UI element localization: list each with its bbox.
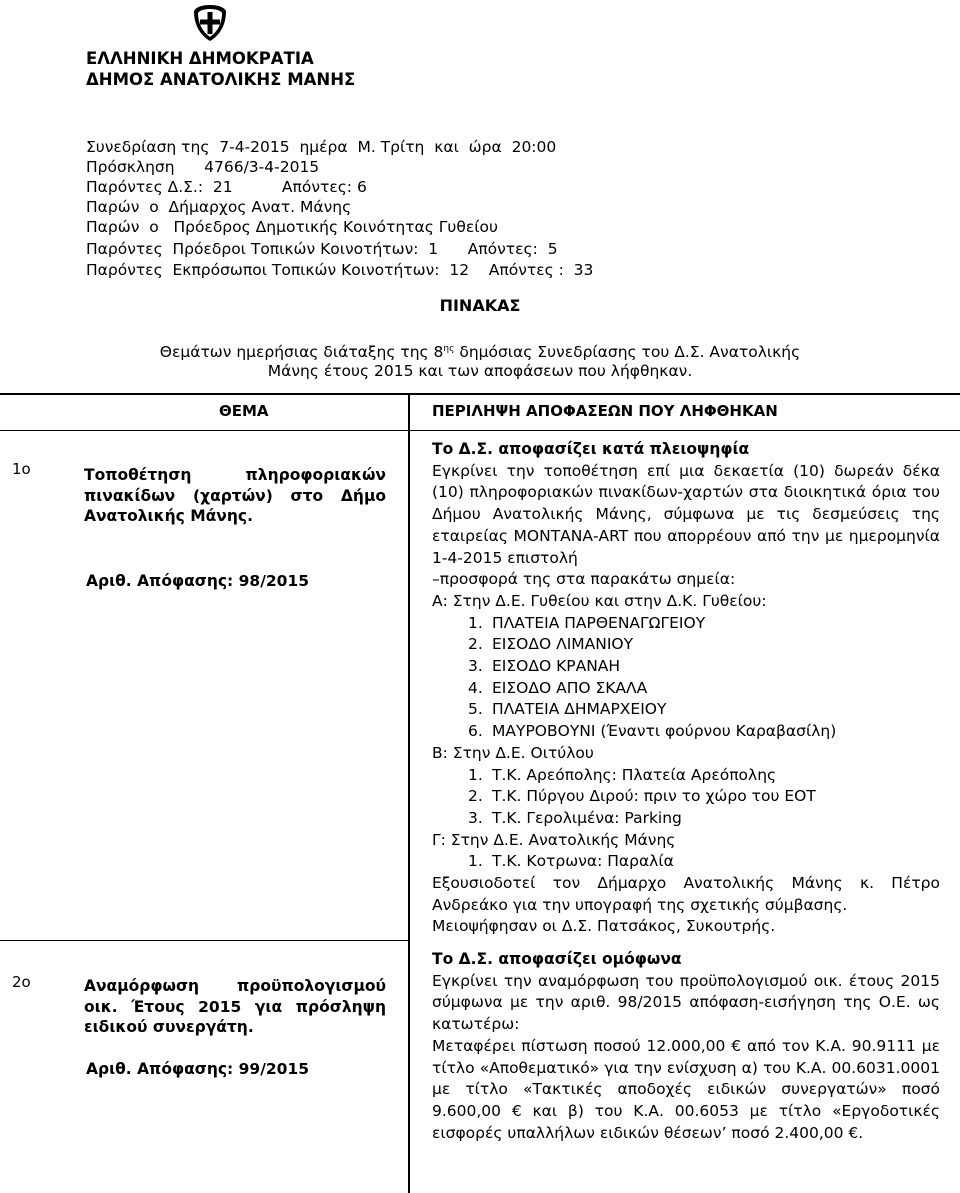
list-item: 2. Τ.Κ. Πύργου Διρού: πριν το χώρο του ΕΟΤ	[468, 787, 816, 806]
location-group: Α: Στην Δ.Ε. Γυθείου και στην Δ.Κ. Γυθείου:	[432, 591, 767, 610]
list-item: 6. ΜΑΥΡΟΒΟΥΝΙ (Έναντι φούρνου Καραβασίλη)	[468, 722, 837, 741]
session-line: Πρόσκληση 4766/3-4-2015	[86, 158, 320, 176]
location-group: Β: Στην Δ.Ε. Οιτύλου	[432, 743, 594, 762]
topic-text: Τοποθέτηση πληροφοριακών πινακίδων (χαρτών) στο Δήμο Ανατολικής Μάνης.	[84, 466, 386, 525]
document-title: ΠΙΝΑΚΑΣ	[439, 296, 521, 315]
intro-text: Θεμάτων ημερήσιας διάταξης της 8	[159, 343, 444, 362]
decision-lead: Το Δ.Σ. αποφασίζει ομόφωνα	[432, 950, 682, 968]
minority-text: Μειοψήφησαν οι Δ.Σ. Πατσάκος, Συκουτρής.	[432, 917, 776, 936]
list-item: 4. ΕΙΣΟΔΟ ΑΠΟ ΣΚΑΛΑ	[468, 678, 648, 697]
row-number: 2ο	[12, 973, 31, 991]
session-line: Παρών ο Δήμαρχος Ανατ. Μάνης	[86, 198, 352, 216]
list-item: 1. Τ.Κ. Αρεόπολης: Πλατεία Αρεόπολης	[468, 765, 777, 784]
state-name: ΕΛΛΗΝΙΚΗ ΔΗΜΟΚΡΑΤΙΑ	[86, 49, 314, 68]
row-number: 1ο	[12, 460, 31, 478]
session-line: Συνεδρίαση της 7-4-2015 ημέρα Μ. Τρίτη και ώρα 20:00	[86, 138, 557, 156]
list-item: 1. ΠΛΑΤΕΙΑ ΠΑΡΘΕΝΑΓΩΓΕΙΟΥ	[468, 613, 706, 632]
row-rule	[0, 940, 408, 941]
municipality-name: ΔΗΜΟΣ ΑΝΑΤΟΛΙΚΗΣ ΜΑΝΗΣ	[86, 70, 356, 89]
session-line: Παρόντες Πρόεδροι Τοπικών Κοινοτήτων: 1 Απόντες: 5	[86, 240, 558, 258]
location-group: Γ: Στην Δ.Ε. Ανατολικής Μάνης	[432, 830, 676, 849]
session-line: Παρόντες Εκπρόσωποι Τοπικών Κοινοτήτων: 12 Απόντες : 33	[86, 261, 594, 279]
header-rule	[0, 430, 960, 431]
decision-text: Εγκρίνει την αναμόρφωση του προϋπολογισμού οικ. έτους 2015 σύμφωνα με την αριθ. 98/2015 απόφαση-εισήγηση της Ο.Ε. ως κατωτέρω:	[432, 971, 940, 1034]
column-header-summary: ΠΕΡΙΛΗΨΗ ΑΠΟΦΑΣΕΩΝ ΠΟΥ ΛΗΦΘΗΚΑΝ	[432, 402, 778, 420]
session-line: Παρών ο Πρόεδρος Δημοτικής Κοινότητας Γυθείου	[86, 218, 498, 236]
decision-summary-1	[432, 439, 940, 938]
list-item: 3. ΕΙΣΟΔΟ ΚΡΑΝΑΗ	[468, 657, 621, 676]
decision-number: Αριθ. Απόφασης: 98/2015	[86, 572, 310, 590]
intro-line-1	[0, 339, 960, 363]
table-top-rule	[0, 393, 960, 395]
decision-text: –προσφορά της στα παρακάτω σημεία:	[432, 570, 736, 589]
greek-coat-of-arms-icon	[190, 3, 230, 43]
topic-text: Αναμόρφωση προϋπολογισμού οικ. Έτους 2015 για πρόσληψη ειδικού συνεργάτη.	[84, 977, 386, 1036]
session-line: Παρόντες Δ.Σ.: 21 Απόντες: 6	[86, 178, 367, 196]
decision-summary-2	[432, 949, 940, 1144]
intro-line-2: Μάνης έτους 2015 και των αποφάσεων που λήφθηκαν.	[267, 362, 693, 380]
column-header-topic: ΘΕΜΑ	[219, 402, 269, 420]
ordinal-suffix: ης	[443, 344, 455, 354]
intro-text: δημόσιας Συνεδρίασης του Δ.Σ. Ανατολικής	[454, 343, 801, 362]
list-item: 5. ΠΛΑΤΕΙΑ ΔΗΜΑΡΧΕΙΟΥ	[468, 700, 667, 719]
decision-text: Εγκρίνει την τοποθέτηση επί μια δεκαετία (10) δωρεάν δέκα (10) πληροφοριακών πινακίδων-χαρτών στα διοικητικά όρια του Δήμου Ανατολικής Μάνης, σύμφωνα με τις δεσμεύσεις της εταιρείας ΜΟΝΤΑΝΑ-ΑRT που απορρέουν από την με ημερομηνία 1-4-2015 επιστολή	[432, 461, 940, 567]
decision-lead: Το Δ.Σ. αποφασίζει κατά πλειοψηφία	[432, 440, 750, 458]
decision-text: Μεταφέρει πίστωση ποσού 12.000,00 € από τον Κ.Α. 90.9111 με τίτλο «Αποθεματικό» για την ενίσχυση α) του Κ.Α. 00.6031.0001 με τίτλο «Τακτικές αποδοχές ειδικών συνεργατών» ποσό 9.600,00 € και β) του Κ.Α. 00.6053 με τίτλο «Εργοδοτικές εισφορές υπαλλήλων ειδικών θέσεων’ ποσό 2.400,00 €.	[432, 1036, 940, 1142]
list-item: 1. Τ.Κ. Κοτρωνα: Παραλία	[468, 852, 674, 871]
list-item: 2. ΕΙΣΟΔΟ ΛΙΜΑΝΙΟΥ	[468, 635, 634, 654]
authorization-text: Εξουσιοδοτεί τον Δήμαρχο Ανατολικής Μάνης κ. Πέτρο Ανδρεάκο για την υπογραφή της σχετικής σύμβασης.	[432, 874, 940, 914]
decision-number: Αριθ. Απόφασης: 99/2015	[86, 1060, 310, 1078]
list-item: 3. Τ.Κ. Γερολιμένα: Parking	[468, 808, 682, 827]
column-divider	[408, 393, 410, 1193]
